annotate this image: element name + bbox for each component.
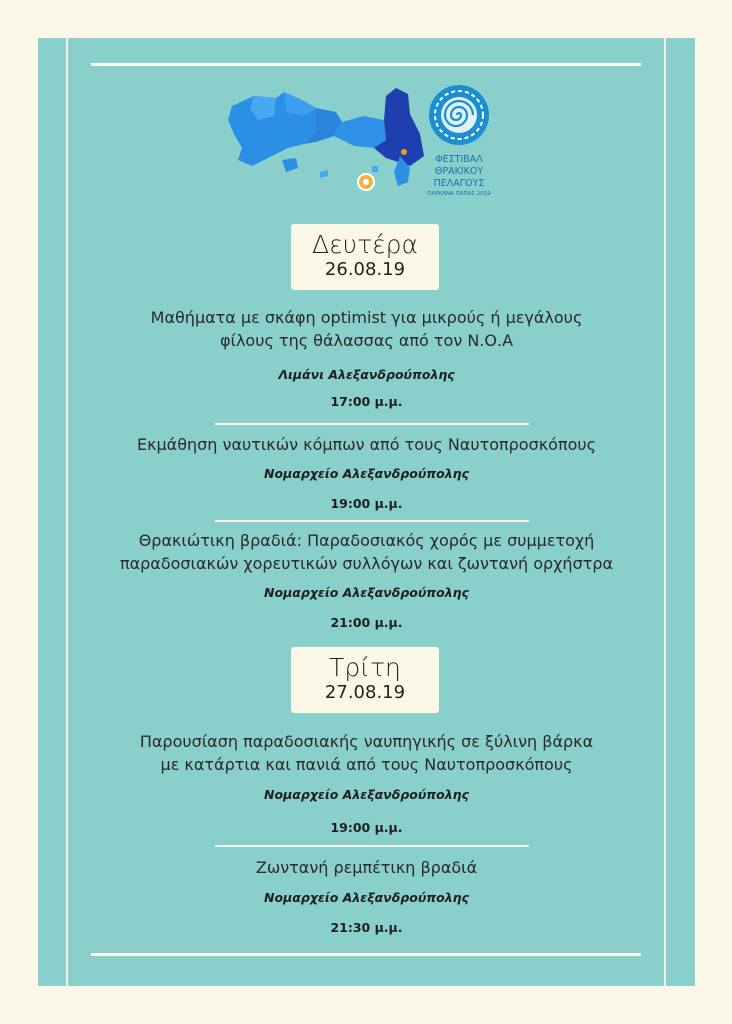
event-location: Νομαρχείο Αλεξανδρούπολης	[264, 585, 469, 600]
event-title-line: φίλους της θάλασσας από τον Ν.Ο.Α	[219, 331, 514, 350]
event-divider	[215, 845, 529, 847]
event-location: Λιμάνι Αλεξανδρούπολης	[278, 367, 455, 382]
spiral-wave-icon	[426, 82, 492, 148]
bottom-divider	[91, 953, 641, 956]
event-title-line: Ζωντανή ρεμπέτικη βραδιά	[255, 858, 478, 877]
event-time: 19:00 μ.μ.	[330, 820, 403, 835]
day-name: Δευτέρα	[312, 230, 418, 259]
day-date: 26.08.19	[324, 259, 406, 280]
festival-logo	[426, 82, 492, 200]
day-name: Τρίτη	[329, 653, 401, 682]
event-time: 19:00 μ.μ.	[330, 496, 403, 511]
event-title	[78, 730, 655, 776]
event-divider	[215, 520, 529, 522]
event-location: Νομαρχείο Αλεξανδρούπολης	[264, 787, 469, 802]
poster-panel	[38, 38, 695, 986]
logo-text-line2: ΘΡΑΚΙΚΟΥ	[434, 166, 484, 177]
event-title-line: Μαθήματα με σκάφη optimist για μικρούς ή μεγάλους	[150, 308, 583, 327]
event-time: 21:00 μ.μ.	[330, 615, 403, 630]
logo-text-line1: ΦΕΣΤΙΒΑΛ	[435, 154, 483, 165]
event-divider	[215, 423, 529, 425]
event-title-line: Εκμάθηση ναυτικών κόμπων από τους Ναυτοπροσκόπους	[136, 435, 597, 454]
right-border-line	[664, 38, 666, 986]
logo-text-line4: ΠΑΡΚΑΝΑ ΠΑΠΑΣ 2019	[427, 191, 491, 197]
event-title-line: παραδοσιακών χορευτικών συλλόγων και ζωντανή ορχήστρα	[119, 554, 614, 573]
event-time: 17:00 μ.μ.	[330, 394, 403, 409]
day-header-tuesday	[291, 647, 439, 713]
logo-text-line3: ΠΕΛΑΓΟΥΣ	[433, 178, 485, 189]
event-title	[78, 433, 655, 456]
day-date: 27.08.19	[324, 682, 406, 703]
event-location: Νομαρχείο Αλεξανδρούπολης	[264, 466, 469, 481]
thrace-region-map	[224, 86, 428, 198]
event-title	[78, 529, 655, 575]
event-title	[78, 306, 655, 352]
event-title-line: Παρουσίαση παραδοσιακής ναυπηγικής σε ξύλινη βάρκα	[139, 732, 594, 751]
event-title-line: Θρακιώτικη βραδιά: Παραδοσιακός χορός με συμμετοχή	[138, 531, 595, 550]
event-title-line: με κατάρτια και πανιά από τους Ναυτοπροσκόπους	[160, 755, 573, 774]
event-title	[78, 856, 655, 879]
event-location: Νομαρχείο Αλεξανδρούπολης	[264, 890, 469, 905]
event-time: 21:30 μ.μ.	[330, 920, 403, 935]
top-divider	[91, 63, 641, 66]
day-header-monday	[291, 224, 439, 290]
left-border-line	[66, 38, 68, 986]
